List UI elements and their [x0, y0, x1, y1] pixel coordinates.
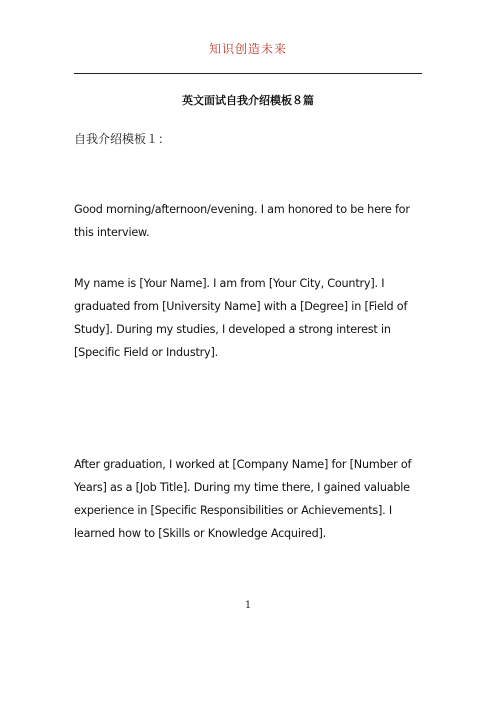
header-divider: [74, 73, 422, 74]
page-number: 1: [244, 600, 252, 611]
paragraph-background: My name is [Your Name]. I am from [Your City, Country]. I graduated from [University Name] with a [Degree] in [Field of Study]. During my studies, I developed a strong interest in [Specific Field or Industry].: [74, 277, 408, 359]
paragraph-greeting: Good morning/afternoon/evening. I am honored to be here for this interview.: [74, 203, 410, 239]
page-header: 知识创造未来: [208, 42, 287, 56]
section-heading: 自我介绍模板１：: [74, 132, 171, 146]
document-title: 英文面试自我介绍模板８篇: [182, 94, 314, 107]
paragraph-experience: After graduation, I worked at [Company Name] for [Number of Years] as a [Job Title]. During my time there, I gained valuable experience in [Specific Responsibilities or Achievements]. I learned how to [Skills or Knowledge Acquired].: [74, 458, 412, 540]
